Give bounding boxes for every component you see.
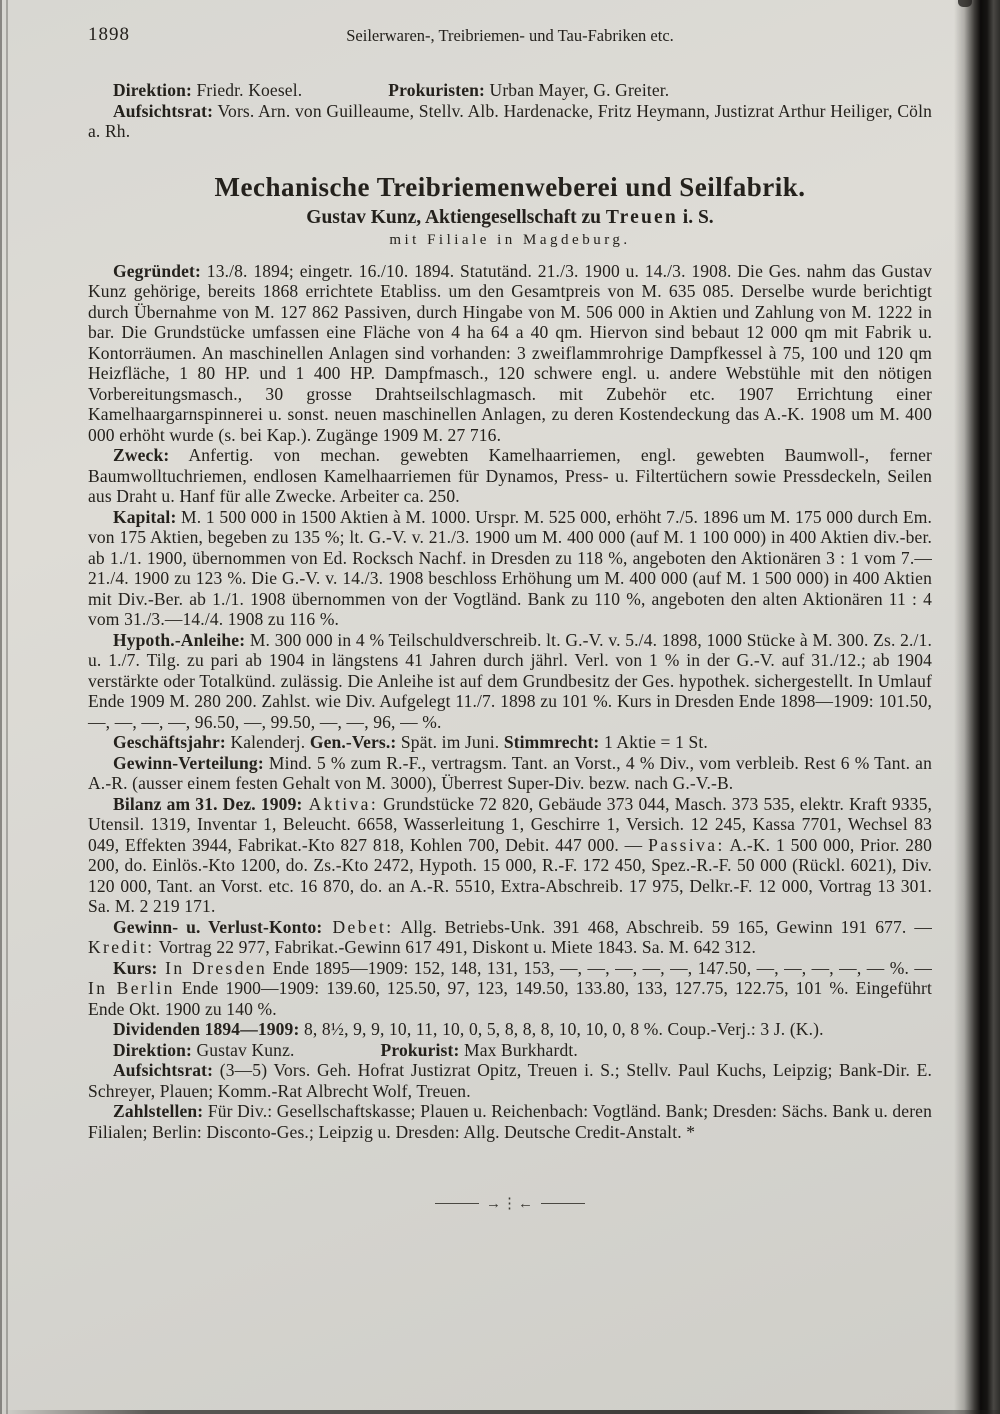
section-divider: [88, 1194, 932, 1213]
text-segment-normal: Mind. 5 % zum R.-F., vertragsm. Tant. an Vorst., 4 % Div., vom verbleib. Rest 6 % Tant. an A.-R. (ausser einem festen Gehalt von M. 3000), Überrest Super-Div. bezw. nach G.-V.-B.: [88, 752, 932, 793]
kapital-paragraph: [88, 507, 932, 630]
text-segment-bold: Gegründet:: [113, 260, 202, 281]
text-segment-normal: M. 300 000 in 4 % Teilschuldverschreib. lt. G.-V. v. 5./4. 1898, 1000 Stücke à M. 300. Zs. 2./1. u. 1./7. Tilg. zu pari ab 1904 in längstens 41 Jahren durch jährl. Verl. von 1 % in der G.-V. auf 31./12.; ab 1904 verstärkte oder Totalkünd. zulässig. Die Anleihe ist auf dem Grundbesitz der Ges. hypothek. sichergestellt. In Umlauf Ende 1909 M. 280 200. Zahlst. wie Div. Aufgelegt 11./7. 1898 zu 101 %. Kurs in Dresden Ende 1898—1909: 101.50, —, —, —, —, 96.50, —, 99.50, —, —, 96, — %.: [88, 629, 932, 732]
zweck-paragraph: [88, 445, 932, 507]
direktion-prokuristen-line: [88, 80, 932, 101]
gewinn-verteilung-paragraph: [88, 753, 932, 794]
text-segment-bold: Prokurist:: [380, 1039, 460, 1060]
text-segment-normal: Vortrag 22 977, Fabrikat.-Gewinn 617 491, Diskont u. Miete 1843. Sa. M. 642 312.: [154, 937, 756, 957]
text-segment-bold: Kurs:: [113, 957, 158, 978]
direktion-prokurist-line: [88, 1040, 932, 1061]
text-segment-bold: Prokuristen:: [388, 80, 486, 100]
text-segment-normal: 13./8. 1894; eingetr. 16./10. 1894. Statutänd. 21./3. 1900 u. 14./3. 1908. Die Ges. nahm das Gustav Kunz gehörige, bereits 1868 errichtete Etabliss. um den Gesamtpreis von M. 635 085. Derselbe wurde berichtigt durch Übernahme von M. 127 862 Passiven, durch Hingabe von M. 506 000 in Aktien und Zahlung von M. 1222 in bar. Die Grundstücke umfassen eine Fläche von 4 ha 64 a 40 qm. Hiervon sind bebaut 12 000 qm mit Fabrik u. Kontorräumen. An maschinellen Anlagen sind vorhanden: 3 zweiflammrohrige Dampfkessel à 75, 100 und 120 qm Heizfläche, 1 80 HP. und 1 400 HP. Dampfmasch., 120 schwere engl. u. andere Webstühle mit den nötigen Vorbereitungsmasch., 30 grosse Drahtseilschlagmasch. mit Zubehör etc. 1907 Errichtung einer Kamelhaargarnspinnerei u. sonst. neuen maschinellen Anlagen, zu deren Kostendeckung das A.-K. 1908 um M. 400 000 erhöht wurde (s. bei Kap.). Zugänge 1909 M. 27 716.: [88, 260, 932, 445]
running-title: Seilerwaren-, Treibriemen- und Tau-Fabriken etc.: [346, 26, 674, 45]
text-segment-spaced: Debet:: [322, 916, 394, 937]
scan-left-edge: [0, 0, 14, 1414]
text-segment-bold: Direktion:: [113, 80, 192, 100]
text-segment-bold: Gewinn-Verteilung:: [113, 752, 264, 773]
text-segment-bold: zu: [576, 206, 606, 228]
aufsichtsrat-paragraph: [88, 1060, 932, 1101]
divider-line-right: [541, 1203, 585, 1204]
gegruendet-paragraph: [88, 261, 932, 446]
text-segment-spaced: Aktiva:: [302, 793, 379, 814]
text-segment-normal: Urban Mayer, G. Greiter.: [485, 80, 670, 100]
text-segment-normal: Für Div.: Gesellschaftskasse; Plauen u. Reichenbach: Vogtländ. Bank; Dresden: Sächs. Bank u. deren Filialen; Berlin: Disconto-Ges.; Leipzig u. Dresden: Allg. Deutsche Credit-Anstalt. *: [88, 1101, 932, 1142]
entry-branch-line: mit Filiale in Magdeburg.: [389, 231, 631, 248]
text-segment-spaced: Kredit:: [88, 937, 155, 957]
text-segment-bold: Aufsichtsrat:: [113, 100, 214, 121]
text-segment-bold: Zahlstellen:: [113, 1101, 204, 1121]
entry-body: [88, 261, 932, 1143]
entry-subtitle: [88, 207, 932, 229]
text-segment-bold: Aufsichtsrat:: [113, 1060, 214, 1080]
text-segment-bold: i. S.: [677, 206, 714, 228]
kurs-paragraph: [88, 958, 932, 1020]
gewinn-verlust-konto-paragraph: [88, 917, 932, 958]
scan-bottom-edge: [0, 1410, 1000, 1414]
text-segment-bold: Stimmrecht:: [503, 732, 600, 752]
text-segment-bold: Gustav Kunz, Aktiengesellschaft: [306, 206, 577, 228]
text-segment-normal: Gustav Kunz.: [191, 1039, 295, 1060]
page-number: 1898: [88, 24, 130, 45]
text-segment-normal: 8, 8½, 9, 9, 10, 11, 10, 0, 5, 8, 8, 8, 10, 10, 0, 8 %. Coup.-Verj.: 3 J. (K.).: [299, 1019, 824, 1039]
text-segment-bold: Dividenden 1894—1909:: [113, 1019, 300, 1039]
text-segment-spaced: In Berlin: [88, 978, 175, 998]
previous-entry-tail: [88, 80, 932, 142]
text-segment-bold: Kapital:: [113, 506, 177, 527]
scan-corner-mark: [958, 0, 972, 7]
text-segment-bold: Gewinn- u. Verlust-Konto:: [113, 916, 323, 937]
text-segment-spaced: Passiva:: [648, 834, 725, 855]
divider-line-left: [435, 1203, 479, 1204]
text-segment-normal: Allg. Betriebs-Unk. 391 468, Abschreib. 59 165, Gewinn 191 677. —: [393, 916, 932, 937]
text-segment-normal: Ende 1900—1909: 139.60, 125.50, 97, 123, 149.50, 133.80, 133, 127.75, 122.75, 101 %. Eingeführt Ende Okt. 1900 zu 140 %.: [88, 978, 933, 1019]
bilanz-paragraph: [88, 794, 932, 917]
text-segment-bold: Gen.-Vers.:: [309, 732, 397, 752]
text-segment-normal: Vors. Arn. von Guilleaume, Stellv. Alb. Hardenacke, Fritz Heymann, Justizrat Arthur Heiliger, Cöln a. Rh.: [88, 100, 932, 141]
text-segment-bold: Hypoth.-Anleihe:: [113, 629, 246, 650]
zahlstellen-paragraph: [88, 1101, 932, 1142]
text-segment-normal: M. 1 500 000 in 1500 Aktien à M. 1000. Urspr. M. 525 000, erhöht 7./5. 1896 um M. 175 000 durch Em. von 175 Aktien, begeben zu 135 %; lt. G.-V. v. 21./3. 1900 um M. 400 000 (auf M. 1 100 000) in 400 Aktien div.-ber. ab 1./1. 1900, übernommen von Ed. Rocksch Nachf. in Dresden zu 118 %, angeboten den Aktionären 3 : 1 vom 7.—21./4. 1900 zu 123 %. Die G.-V. v. 14./3. 1908 beschloss Erhöhung um M. 400 000 (auf M. 1 500 000) in 400 Aktien mit Div.-Ber. ab 1./1. 1908 übernommen von der Vogtländ. Bank zu 110 %, angeboten den alten Aktionären 11 : 4 vom 31./3.—14./4. 1908 zu 116 %.: [88, 506, 932, 629]
dividenden-paragraph: [88, 1019, 932, 1040]
aufsichtsrat-paragraph: [88, 101, 932, 142]
text-segment-normal: A.-K. 1 500 000, Prior. 280 200, do. Einlös.-Kto 1200, do. Zs.-Kto 2472, Hypoth. 15 000, R.-F. 172 450, Spez.-R.-F. 50 000 (Rückl. 6021), Div. 120 000, Tant. an Vorst. etc. 16 870, do. an A.-R. 5510, Extra-Abschreib. 17 975, Delkr.-F. 12 000, Vortrag 13 301. Sa. M. 2 219 171.: [88, 834, 932, 916]
page-content: [88, 24, 932, 1213]
scan-right-binding-edge: [954, 0, 1000, 1414]
text-segment-normal: Ende 1895—1909: 152, 148, 131, 153, —, —, —, —, —, 147.50, —, —, —, —, — %. —: [267, 957, 932, 978]
text-segment-normal: (3—5) Vors. Geh. Hofrat Justizrat Opitz, Treuen i. S.; Stellv. Paul Kuchs, Leipzig; Bank-Dir. E. Schreyer, Plauen; Komm.-Rat Albrecht Wolf, Treuen.: [88, 1060, 932, 1101]
entry-title: Mechanische Treibriemenweberei und Seilfabrik.: [214, 171, 806, 202]
text-segment-normal: Kalenderj.: [225, 732, 310, 752]
text-segment-normal: Spät. im Juni.: [396, 732, 504, 752]
geschaeftsjahr-line: [88, 732, 932, 753]
text-segment-spaced: In Dresden: [157, 957, 268, 978]
text-segment-bold: Direktion:: [113, 1039, 192, 1060]
text-segment-normal: Grundstücke 72 820, Gebäude 373 044, Masch. 373 535, elektr. Kraft 9335, Utensil. 1319, Inventar 1, Beleucht. 6658, Wasserleitung 1, Geschirre 1, Versich. 12 245, Kassa 7701, Wechsel 83 049, Effekten 3944, Fabrikat.-Kto 827 818, Kohlen 700, Debit. 447 000. —: [88, 793, 932, 855]
text-segment-normal: Anfertig. von mechan. gewebten Kamelhaarriemen, engl. gewebten Baumwoll-, ferner Baumwolltuchriemen, endlosen Kamelhaarriemen für Dynamos, Press- u. Filtertüchern sowie Pressdeckeln, Seilen aus Draht u. Hanf für alle Zwecke. Arbeiter ca. 250.: [88, 445, 932, 506]
text-segment-normal: Friedr. Koesel.: [191, 80, 303, 100]
text-segment-bold: Zweck:: [113, 445, 170, 465]
text-segment-bold: Bilanz am 31. Dez. 1909:: [113, 793, 303, 814]
divider-ornament-icon: →⋮←: [486, 1196, 534, 1212]
hypoth-anleihe-paragraph: [88, 630, 932, 733]
text-segment-normal: Max Burkhardt.: [459, 1039, 578, 1060]
text-segment-boldspaced: Treuen: [605, 206, 678, 228]
text-segment-bold: Geschäftsjahr:: [113, 732, 226, 752]
text-segment-normal: 1 Aktie = 1 St.: [599, 732, 708, 752]
running-head: [88, 24, 932, 50]
